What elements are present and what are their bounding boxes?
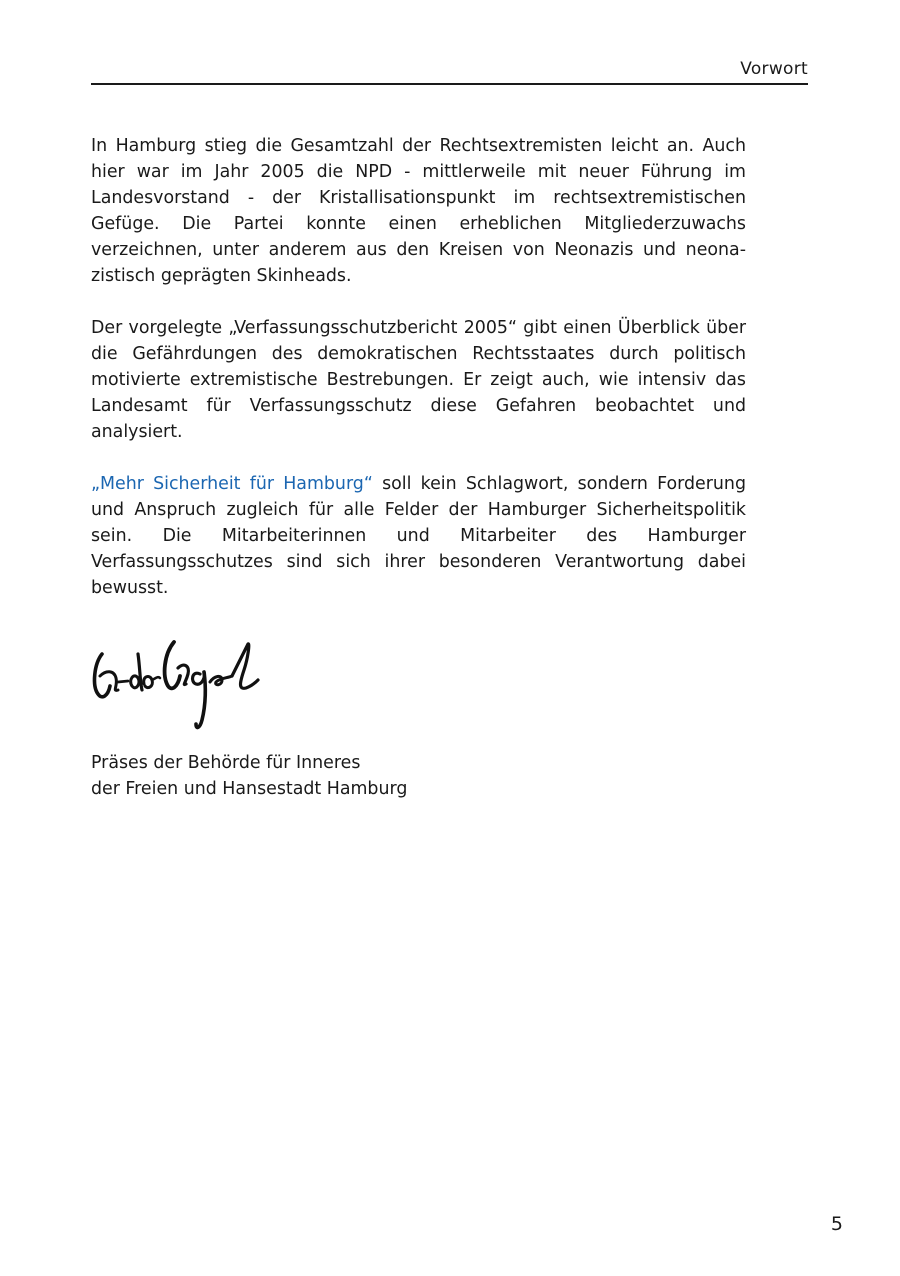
paragraph-2: Der vorgelegte „Verfassungsschutzbericht 2005“ gibt einen Überblick über die Gefährdungen des demokratischen Rechtsstaates durch politisch motivierte extremistische Bestrebungen. Er zeigt auch, wie intensiv das Landesamt für Verfassungsschutz diese Gefahren beobachtet und analysiert.: [91, 318, 746, 442]
paragraph-3-text: soll kein Schlagwort, sondern Forderung und Anspruch zugleich für alle Felder der Hamburger Sicherheitspolitik sein. Die Mitarbeiterinnen und Mitarbeiter des Hamburger Verfassungsschutzes sind sich ihrer besonderen Verantwortung dabei bewusst.: [91, 474, 746, 598]
paragraph-1: In Hamburg stieg die Gesamtzahl der Rechtsextremisten leicht an. Auch hier war im Jahr 2005 die NPD - mittlerweile mit neuer Führung im Landesvorstand - der Kristallisationspunkt im rechtsextremistischen Gefüge. Die Partei konnte einen erheblichen Mitgliederzuwachs verzeichnen, unter anderem aus den Kreisen von Neonazis und neonazistisch geprägten Skinheads.: [91, 136, 746, 286]
body-text: [91, 133, 746, 627]
highlighted-slogan: „Mehr Sicherheit für Hamburg“: [91, 474, 373, 494]
signer-title-line-2: der Freien und Hansestadt Hamburg: [91, 779, 408, 799]
signer-title-line-1: Präses der Behörde für Inneres: [91, 753, 361, 773]
paragraph-3: [91, 471, 746, 601]
signer-title: [91, 750, 407, 802]
section-title: Vorwort: [740, 59, 808, 79]
page-number: 5: [830, 1213, 843, 1235]
signature-icon: [88, 624, 268, 736]
page-header: [91, 56, 808, 85]
